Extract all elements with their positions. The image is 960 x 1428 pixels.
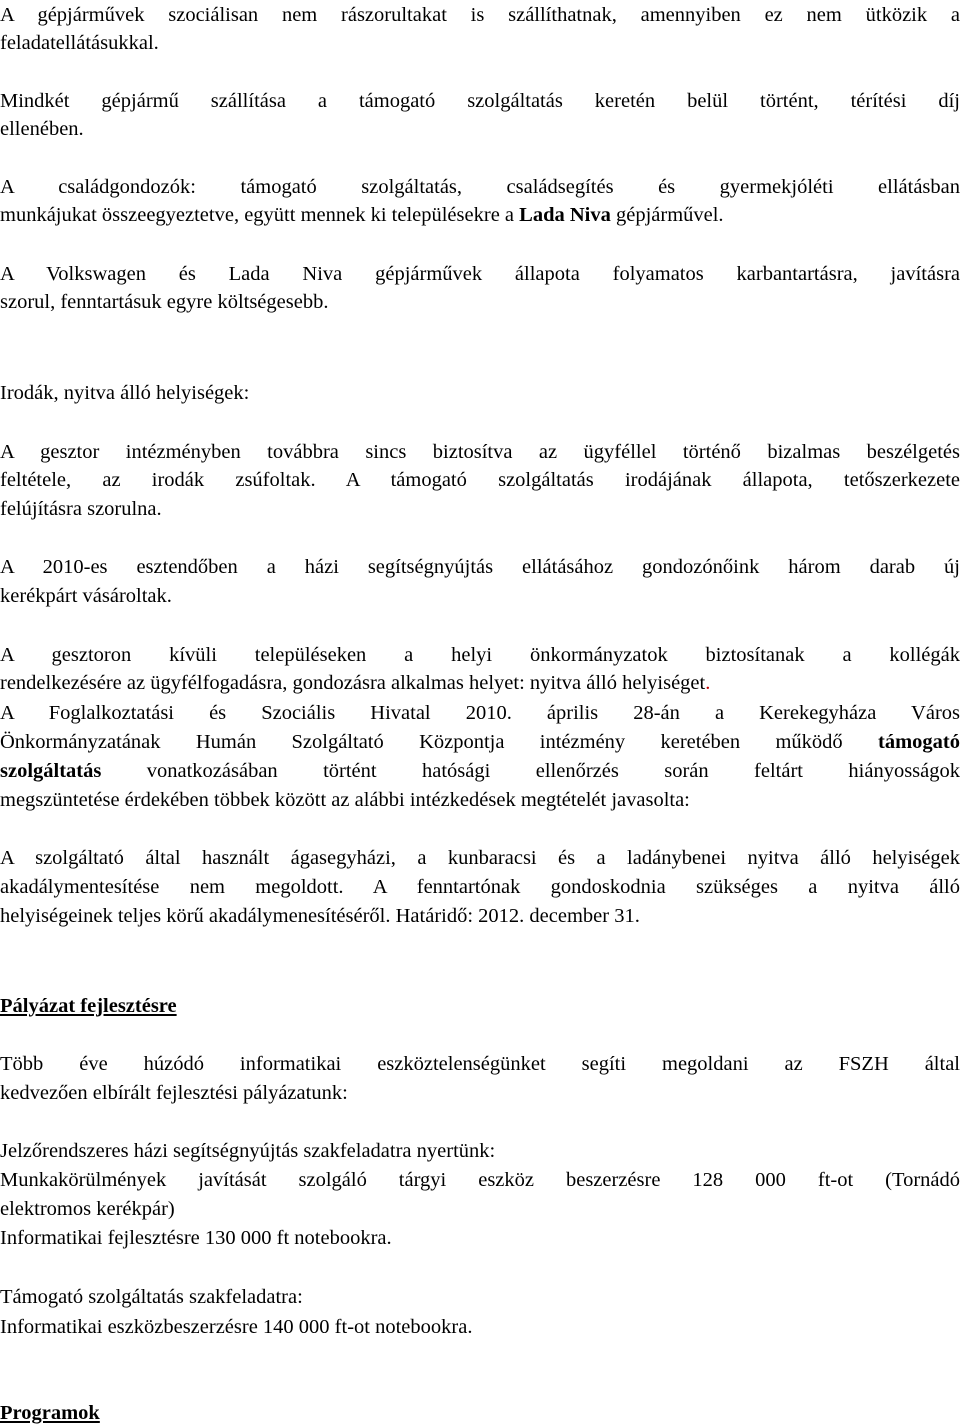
paragraph-line: A Volkswagen és Lada Niva gépjárművek állapota folyamatos karbantartásra, javításra (0, 263, 960, 285)
paragraph-line (0, 200, 960, 230)
section-label: Irodák, nyitva álló helyiségek: (0, 382, 250, 404)
paragraph-line (0, 756, 960, 786)
paragraph-line: A gépjárművek szociálisan nem rászorultakat is szállíthatnak, amennyiben ez nem ütközik a (0, 4, 960, 26)
paragraph-line: kedvezően elbírált fejlesztési pályázatunk: (0, 1082, 348, 1104)
paragraph-line: szorul, fenntartásuk egyre költségesebb. (0, 291, 329, 313)
paragraph-line: helyiségeinek teljes körű akadálymenesítéséről. Határidő: 2012. december 31. (0, 905, 640, 927)
emphasis-text: támogató (878, 731, 960, 753)
paragraph-line: A családgondozók: támogató szolgáltatás, családsegítés és gyermekjóléti ellátásban (0, 176, 960, 198)
paragraph-line: Informatikai eszközbeszerzésre 140 000 ft-ot notebookra. (0, 1316, 473, 1338)
paragraph-line: A gesztor intézményben továbbra sincs biztosítva az ügyféllel történő bizalmas beszélgetés (0, 441, 960, 463)
text-run: munkájukat összeegyeztetve, együtt mennek ki településekre a (0, 204, 520, 226)
paragraph-line: Mindkét gépjármű szállítása a támogató szolgáltatás keretén belül történt, térítési díj (0, 90, 960, 112)
paragraph-line: Jelzőrendszeres házi segítségnyújtás szakfeladatra nyertünk: (0, 1140, 496, 1162)
text-run: vonatkozásában történt hatósági ellenőrzés során feltárt hiányosságok (101, 760, 960, 782)
text-run: rendelkezésére az ügyfélfogadásra, gondozásra alkalmas helyet: nyitva álló helyiséget (0, 672, 706, 694)
text-run: Önkormányzatának Humán Szolgáltató Központja intézmény keretében működő (0, 731, 879, 753)
emphasis-text: szolgáltatás (0, 760, 102, 782)
paragraph-line: Munkakörülmények javítását szolgáló tárgyi eszköz beszerzésre 128 000 ft-ot (Tornádó (0, 1169, 960, 1191)
vehicle-name: Lada Niva (519, 204, 611, 226)
paragraph-line (0, 727, 960, 757)
paragraph-line: Informatikai fejlesztésre 130 000 ft notebookra. (0, 1227, 392, 1249)
section-heading: Pályázat fejlesztésre (0, 995, 177, 1017)
paragraph-line: A szolgáltató által használt ágasegyházi, a kunbaracsi és a ladánybenei nyitva álló helyiségek (0, 847, 960, 869)
paragraph-line: A Foglalkoztatási és Szociális Hivatal 2010. április 28-án a Kerekegyháza Város (0, 702, 960, 724)
paragraph-line: megszüntetése érdekében többek között az alábbi intézkedések megtételét javasolta: (0, 789, 690, 811)
paragraph-line: ellenében. (0, 118, 84, 140)
red-period: . (705, 672, 711, 694)
paragraph-line: elektromos kerékpár) (0, 1198, 175, 1220)
paragraph-line: feladatellátásukkal. (0, 32, 159, 54)
paragraph-line: akadálymentesítése nem megoldott. A fenntartónak gondoskodnia szükséges a nyitva álló (0, 876, 960, 898)
paragraph-line: Több éve húzódó informatikai eszköztelenségünket segíti megoldani az FSZH által (0, 1053, 960, 1075)
paragraph-line: kerékpárt vásároltak. (0, 585, 172, 607)
paragraph-line: feltétele, az irodák zsúfoltak. A támogató szolgáltatás irodájának állapota, tetőszerkezete (0, 469, 960, 491)
paragraph-line: felújításra szorulna. (0, 498, 162, 520)
section-heading: Programok (0, 1402, 100, 1424)
paragraph-line: Támogató szolgáltatás szakfeladatra: (0, 1286, 303, 1308)
text-run: gépjárművel. (610, 204, 724, 226)
paragraph-line: A 2010-es esztendőben a házi segítségnyújtás ellátásához gondozónőink három darab új (0, 556, 960, 578)
paragraph-line (0, 668, 960, 698)
paragraph-line: A gesztoron kívüli településeken a helyi önkormányzatok biztosítanak a kollégák (0, 644, 960, 666)
